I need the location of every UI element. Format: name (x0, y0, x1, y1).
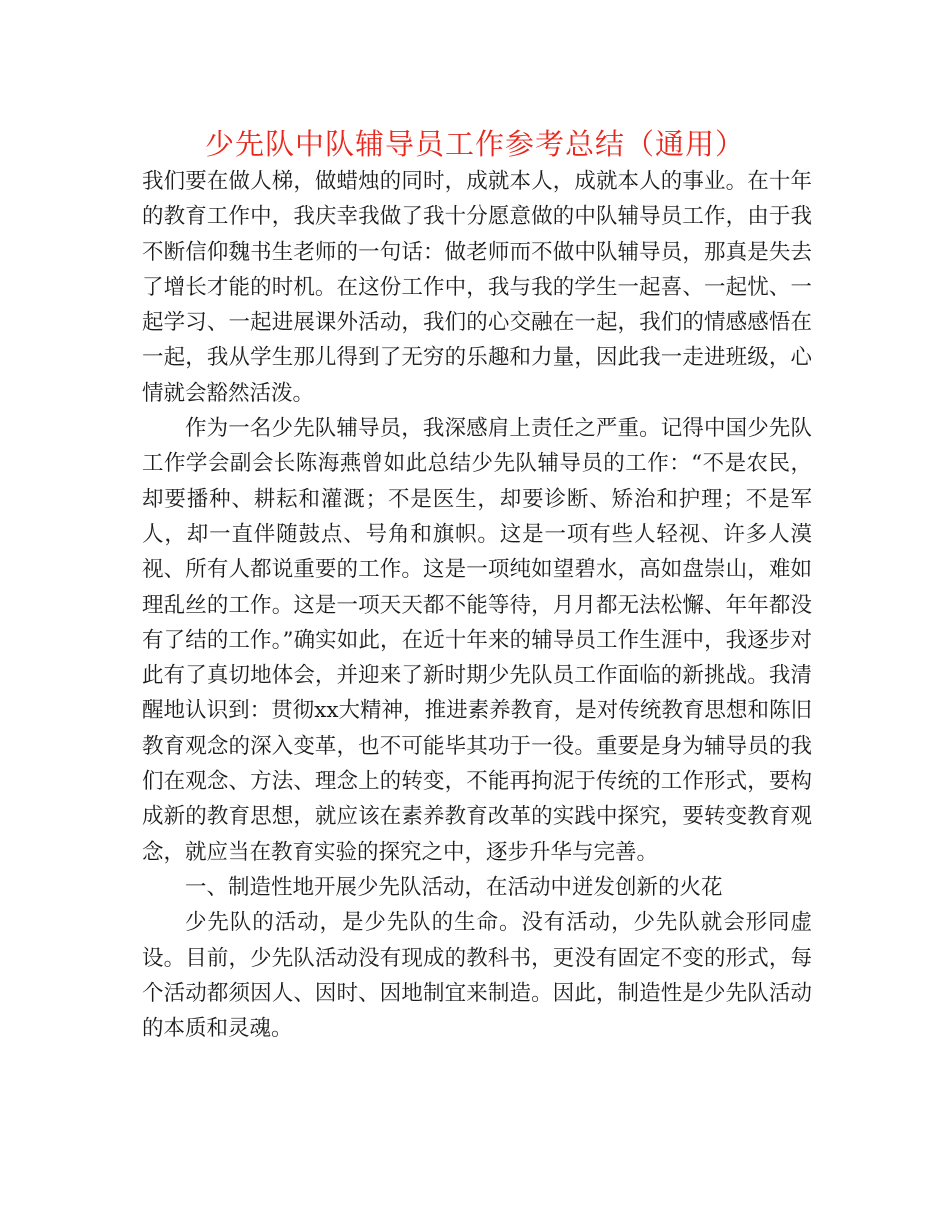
paragraph-intro: 我们要在做人梯，做蜡烛的同时，成就本人，成就本人的事业。在十年的教育工作中，我庆幸我做了我十分愿意做的中队辅导员工作，由于我不断信仰魏书生老师的一句话：做老师而不做中队辅导员，那真是失去了增长才能的时机。在这份工作中，我与我的学生一起喜、一起忧、一起学习、一起进展课外活动，我们的心交融在一起，我们的情感感悟在一起，我从学生那儿得到了无穷的乐趣和力量，因此我一走进班级，心情就会豁然活泼。 (142, 169, 812, 406)
section-heading-1: 一、制造性地开展少先队活动，在活动中迸发创新的火花 (185, 874, 723, 900)
paragraph-responsibility: 作为一名少先队辅导员，我深感肩上责任之严重。记得中国少先队工作学会副会长陈海燕曾如此总结少先队辅导员的工作：“不是农民，却要播种、耕耘和灌溉；不是医生，却要诊断、矫治和护理；不是军人，却一直伴随鼓点、号角和旗帜。这是一项有些人轻视、许多人漠视、所有人都说重要的工作。这是一项纯如望碧水，高如盘崇山，难如理乱丝的工作。这是一项天天都不能等待，月月都无法松懈、年年都没有了结的工作。”确实如此，在近十年来的辅导员工作生涯中，我逐步对此有了真切地体会，并迎来了新时期少先队员工作面临的新挑战。我清醒地认识到：贯彻xx大精神，推进素养教育，是对传统教育思想和陈旧教育观念的深入变革，也不可能毕其功于一役。重要是身为辅导员的我们在观念、方法、理念上的转变，不能再拘泥于传统的工作形式，要构成新的教育思想，就应该在素养教育改革的实践中探究，要转变教育观念，就应当在教育实验的探究之中，逐步升华与完善。 (142, 416, 812, 865)
paragraph-activities: 少先队的活动，是少先队的生命。没有活动，少先队就会形同虚设。目前，少先队活动没有现成的教科书，更没有固定不变的形式，每个活动都须因人、因时、因地制宜来制造。因此，制造性是少先队活动的本质和灵魂。 (142, 910, 812, 1042)
document-title: 少先队中队辅导员工作参考总结（通用） (204, 127, 745, 161)
document-body (142, 164, 812, 1046)
